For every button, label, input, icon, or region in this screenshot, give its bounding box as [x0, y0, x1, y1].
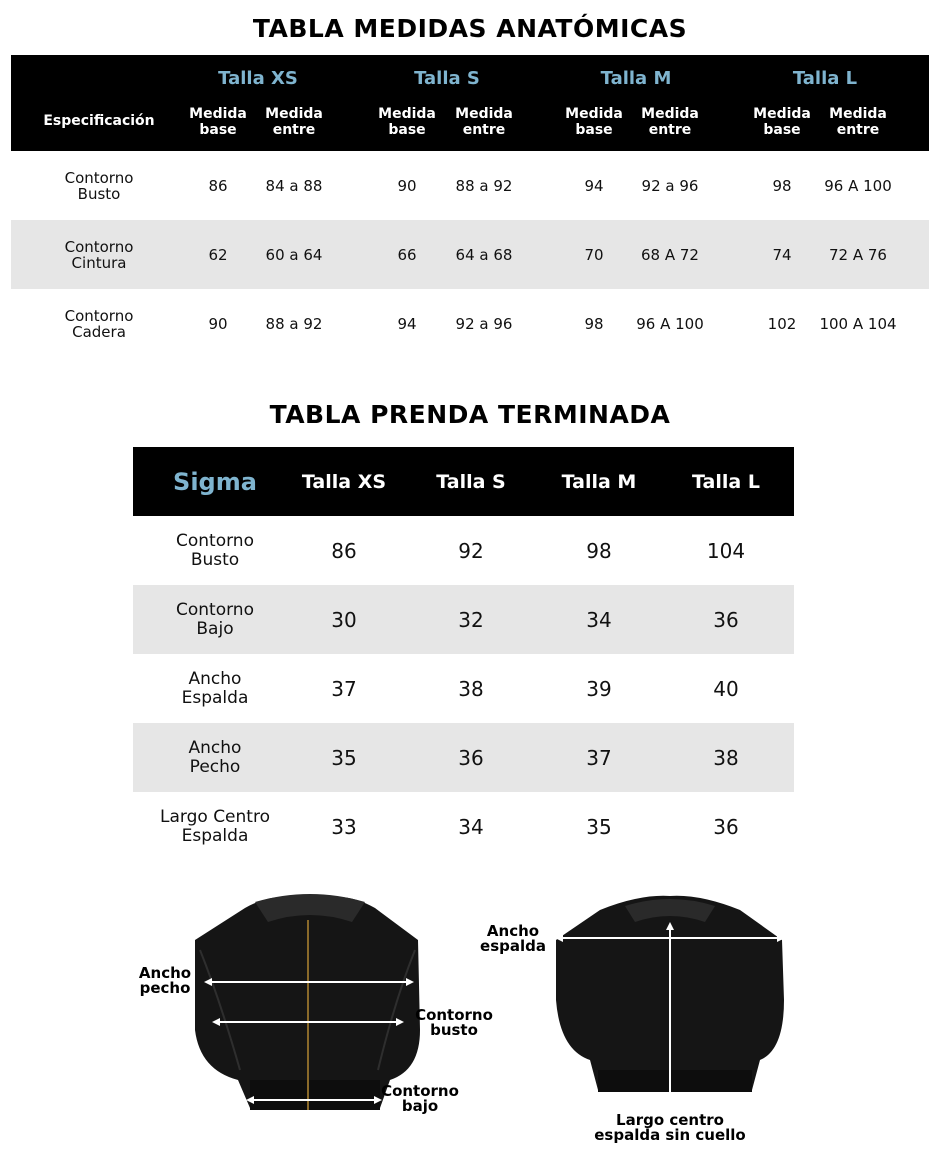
- table-cell: 104: [706, 538, 746, 563]
- table-cell: 94: [397, 314, 417, 333]
- finished-garment-title: TABLA PRENDA TERMINADA: [269, 400, 671, 429]
- table-cell: 36: [713, 814, 739, 839]
- size-header-s: Talla S: [414, 68, 480, 89]
- sub-header-base: Medida base: [753, 106, 811, 138]
- garment-table-header: [133, 447, 794, 516]
- sub-header-base: Medida base: [565, 106, 623, 138]
- row-label: Contorno Cintura: [64, 237, 134, 272]
- table-cell: 86: [208, 176, 228, 195]
- garment-illustrations: [0, 880, 940, 1171]
- vest-back-image: [555, 896, 785, 1106]
- table-cell: 100 A 104: [819, 314, 897, 333]
- table-cell: 33: [331, 814, 357, 839]
- sub-header-base: Medida base: [189, 106, 247, 138]
- sub-header-base: Medida base: [378, 106, 436, 138]
- table-row: [133, 792, 794, 861]
- anatomical-table-header: [11, 55, 929, 151]
- table-cell: 72 A 76: [829, 245, 887, 264]
- table-cell: 98: [772, 176, 792, 195]
- table-row: [133, 585, 794, 654]
- sub-header-range: Medida entre: [455, 106, 513, 138]
- table-row: [11, 289, 929, 358]
- table-row: [133, 516, 794, 585]
- finished-garment-table: [133, 447, 794, 861]
- sub-header-range: Medida entre: [641, 106, 699, 138]
- sub-header-range: Medida entre: [265, 106, 323, 138]
- brand-name: Sigma: [173, 467, 257, 496]
- table-cell: 36: [458, 745, 484, 770]
- label-contorno-busto: Contorno busto: [415, 1006, 493, 1039]
- table-row: [133, 654, 794, 723]
- table-cell: 92 a 96: [455, 314, 513, 333]
- row-label: Contorno Busto: [64, 168, 134, 203]
- table-cell: 96 A 100: [824, 176, 892, 195]
- label-largo-centro-espalda: Largo centro espalda sin cuello: [594, 1111, 746, 1144]
- table-cell: 92 a 96: [641, 176, 699, 195]
- table-cell: 62: [208, 245, 228, 264]
- table-cell: 98: [586, 538, 612, 563]
- row-label: Contorno Busto: [176, 530, 254, 570]
- table-cell: 64 a 68: [455, 245, 513, 264]
- table-cell: 88 a 92: [455, 176, 513, 195]
- table-cell: 37: [586, 745, 612, 770]
- table-cell: 40: [713, 676, 739, 701]
- table-row: [133, 723, 794, 792]
- size-header-xs: Talla XS: [301, 470, 387, 493]
- table-cell: 90: [397, 176, 417, 195]
- table-cell: 38: [713, 745, 739, 770]
- table-cell: 36: [713, 607, 739, 632]
- table-cell: 34: [586, 607, 612, 632]
- sub-header-range: Medida entre: [829, 106, 887, 138]
- table-cell: 74: [772, 245, 792, 264]
- table-cell: 94: [584, 176, 604, 195]
- table-cell: 96 A 100: [636, 314, 704, 333]
- table-cell: 66: [397, 245, 417, 264]
- table-cell: 90: [208, 314, 228, 333]
- table-cell: 35: [331, 745, 357, 770]
- table-cell: 32: [458, 607, 484, 632]
- row-label: Contorno Cadera: [64, 306, 134, 341]
- anatomical-table-title: TABLA MEDIDAS ANATÓMICAS: [252, 14, 688, 43]
- table-row: [11, 220, 929, 289]
- table-cell: 92: [458, 538, 484, 563]
- table-cell: 102: [767, 314, 797, 333]
- spec-header: Especificación: [43, 113, 155, 129]
- table-cell: 88 a 92: [265, 314, 323, 333]
- table-row: [11, 151, 929, 220]
- size-header-l: Talla L: [792, 68, 858, 89]
- anatomical-measures-table: [11, 55, 929, 358]
- size-header-l: Talla L: [692, 470, 760, 493]
- table-cell: 39: [586, 676, 612, 701]
- table-cell: 38: [458, 676, 484, 701]
- table-cell: 35: [586, 814, 612, 839]
- label-ancho-espalda: Ancho espalda: [480, 922, 546, 955]
- row-label: Ancho Pecho: [188, 737, 242, 777]
- row-label: Largo Centro Espalda: [160, 806, 270, 846]
- table-cell: 68 A 72: [641, 245, 699, 264]
- table-cell: 34: [458, 814, 484, 839]
- vest-front-image: [195, 894, 420, 1110]
- row-label: Ancho Espalda: [181, 668, 249, 708]
- table-cell: 30: [331, 607, 357, 632]
- table-cell: 86: [331, 538, 357, 563]
- table-cell: 70: [584, 245, 604, 264]
- table-cell: 84 a 88: [265, 176, 323, 195]
- size-header-s: Talla S: [436, 470, 506, 493]
- table-cell: 98: [584, 314, 604, 333]
- table-cell: 60 a 64: [265, 245, 323, 264]
- label-ancho-pecho: Ancho pecho: [138, 964, 192, 997]
- label-contorno-bajo: Contorno bajo: [381, 1082, 459, 1115]
- size-header-xs: Talla XS: [218, 68, 298, 89]
- table-cell: 37: [331, 676, 357, 701]
- row-label: Contorno Bajo: [176, 599, 254, 639]
- size-header-m: Talla M: [561, 470, 637, 493]
- size-header-m: Talla M: [600, 68, 672, 89]
